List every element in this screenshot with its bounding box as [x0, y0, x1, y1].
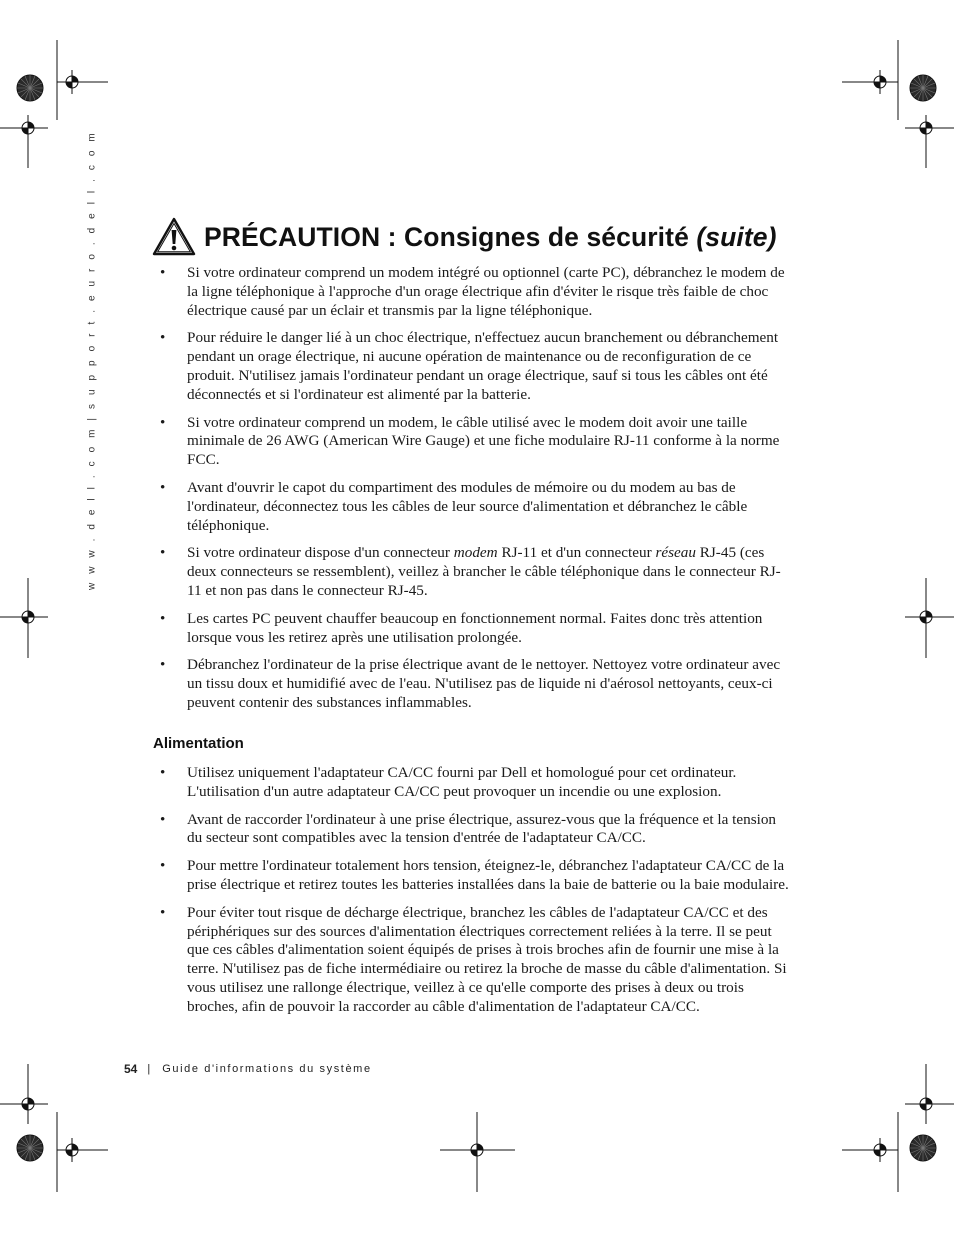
bullet-icon: • — [160, 329, 166, 347]
bullet-icon: • — [160, 857, 166, 875]
registration-star-top-right — [910, 75, 936, 101]
registration-star-bottom-right — [910, 1135, 936, 1161]
item-text: RJ-11 et d'un connecteur — [497, 544, 656, 562]
bullet-icon: • — [160, 609, 166, 627]
item-text: Si votre ordinateur dispose d'un connecteur — [187, 544, 454, 562]
item-text: Pour réduire le danger lié à un choc électrique, n'effectuez aucun branchement ou débranchement pendant un orage électrique, ni aucune opération de maintenance ou de reconfiguration de ce produit. N'utilisez jamais l'ordinateur pendant un orage électrique, sauf si tous les câbles ont été déconnectés et si l'ordinateur est alimenté par la batterie. — [187, 329, 779, 403]
list-item — [160, 264, 790, 320]
bullet-icon: • — [160, 656, 166, 674]
bullet-icon: • — [160, 764, 166, 781]
list-item — [160, 610, 790, 648]
list-item — [160, 764, 790, 802]
emphasis-text: réseau — [655, 544, 696, 562]
section-heading-alimentation: Alimentation — [153, 735, 244, 752]
item-text: Les cartes PC peuvent chauffer beaucoup en fonctionnement normal. Faites donc très attention lorsque vous les retirez après une utilisation prolongée. — [187, 609, 763, 646]
registration-star-bottom-left — [17, 1135, 43, 1161]
bullet-icon: • — [160, 903, 166, 921]
list-item — [160, 857, 790, 895]
title-main: PRÉCAUTION : Consignes de sécurité — [204, 221, 697, 252]
sidebar-url: w w w . d e l l . c o m | s u p p o r t . e u r o . d e l l . c o m — [86, 130, 98, 590]
bullet-icon: • — [160, 810, 166, 828]
warning-triangle-icon — [152, 217, 196, 257]
item-text: Pour mettre l'ordinateur totalement hors tension, éteignez-le, débranchez l'adaptateur CA/CC de la prise électrique et retirez toutes les batteries installées dans la baie de batterie ou la baie modulaire. — [187, 857, 789, 893]
list-item — [160, 479, 790, 535]
safety-list — [160, 264, 790, 722]
item-text: Débranchez l'ordinateur de la prise électrique avant de le nettoyer. Nettoyez votre ordinateur avec un tissu doux et humidifié avec de l'eau. N'utilisez pas de liquide ni d'aérosol nettoyants, ceux-ci peuvent contenir des substances inflammables. — [187, 656, 781, 711]
page-footer — [124, 1062, 372, 1076]
item-text: RJ-45 (ces deux connecteurs se ressemblent), veillez à brancher le câble téléphonique dans le connecteur RJ-11 et non pas dans le connecteur RJ-45. — [187, 544, 781, 599]
item-text: Utilisez uniquement l'adaptateur CA/CC fourni par Dell et homologué pour cet ordinateur. L'utilisation d'un autre adaptateur CA/CC peut provoquer un incendie ou une explosion. — [187, 764, 737, 800]
item-text: Avant de raccorder l'ordinateur à une prise électrique, assurez-vous que la fréquence et la tension du secteur sont compatibles avec la tension d'entrée de l'adaptateur CA/CC. — [187, 810, 777, 847]
list-item — [160, 904, 790, 1017]
list-item — [160, 656, 790, 712]
item-text: Si votre ordinateur comprend un modem, le câble utilisé avec le modem doit avoir une taille minimale de 26 AWG (American Wire Gauge) et une fiche modulaire RJ-11 conforme à la norme FCC. — [187, 413, 780, 469]
list-item — [160, 811, 790, 849]
bullet-icon: • — [160, 413, 166, 431]
list-item — [160, 329, 790, 404]
bullet-icon: • — [160, 478, 166, 496]
title-heading — [204, 222, 777, 253]
item-text: Avant d'ouvrir le capot du compartiment des modules de mémoire ou du modem au bas de l'ordinateur, déconnectez tous les câbles de leur source d'alimentation et débranchez le câble téléphonique. — [187, 478, 748, 534]
page-title — [152, 214, 777, 260]
list-item — [160, 414, 790, 470]
registration-star-top-left — [17, 75, 43, 101]
emphasis-text: modem — [453, 544, 498, 562]
title-suffix: (suite) — [696, 221, 777, 252]
list-item — [160, 544, 790, 600]
item-text: Si votre ordinateur comprend un modem intégré ou optionnel (carte PC), débranchez le modem de la ligne téléphonique à l'approche d'un orage électrique afin d'éviter le risque très faible de choc électrique causé par un éclair et transmis par la ligne téléphonique. — [187, 264, 785, 319]
power-list — [160, 764, 790, 1026]
bullet-icon: • — [160, 544, 166, 562]
bullet-icon: • — [160, 264, 166, 281]
page-number: 54 — [124, 1062, 138, 1076]
footer-separator: | — [147, 1063, 151, 1075]
guide-title: Guide d'informations du système — [162, 1063, 372, 1075]
item-text: Pour éviter tout risque de décharge électrique, branchez les câbles de l'adaptateur CA/CC et des périphériques sur des sources d'alimentation électriques correctement reliées à la terre. Il se peut que ces câbles d'alimentation soient équipés de prises à trois broches afin de fournir une mise à la terre. N'utilisez pas de fiche intermédiaire ou retirez la broche de masse du câble d'alimentation. Si vous utilisez une rallonge électrique, veillez à ce qu'elle comporte des prises à deux ou trois broches, afin de pouvoir la raccorder au câble d'alimentation de l'adaptateur CA/CC. — [187, 903, 787, 1015]
